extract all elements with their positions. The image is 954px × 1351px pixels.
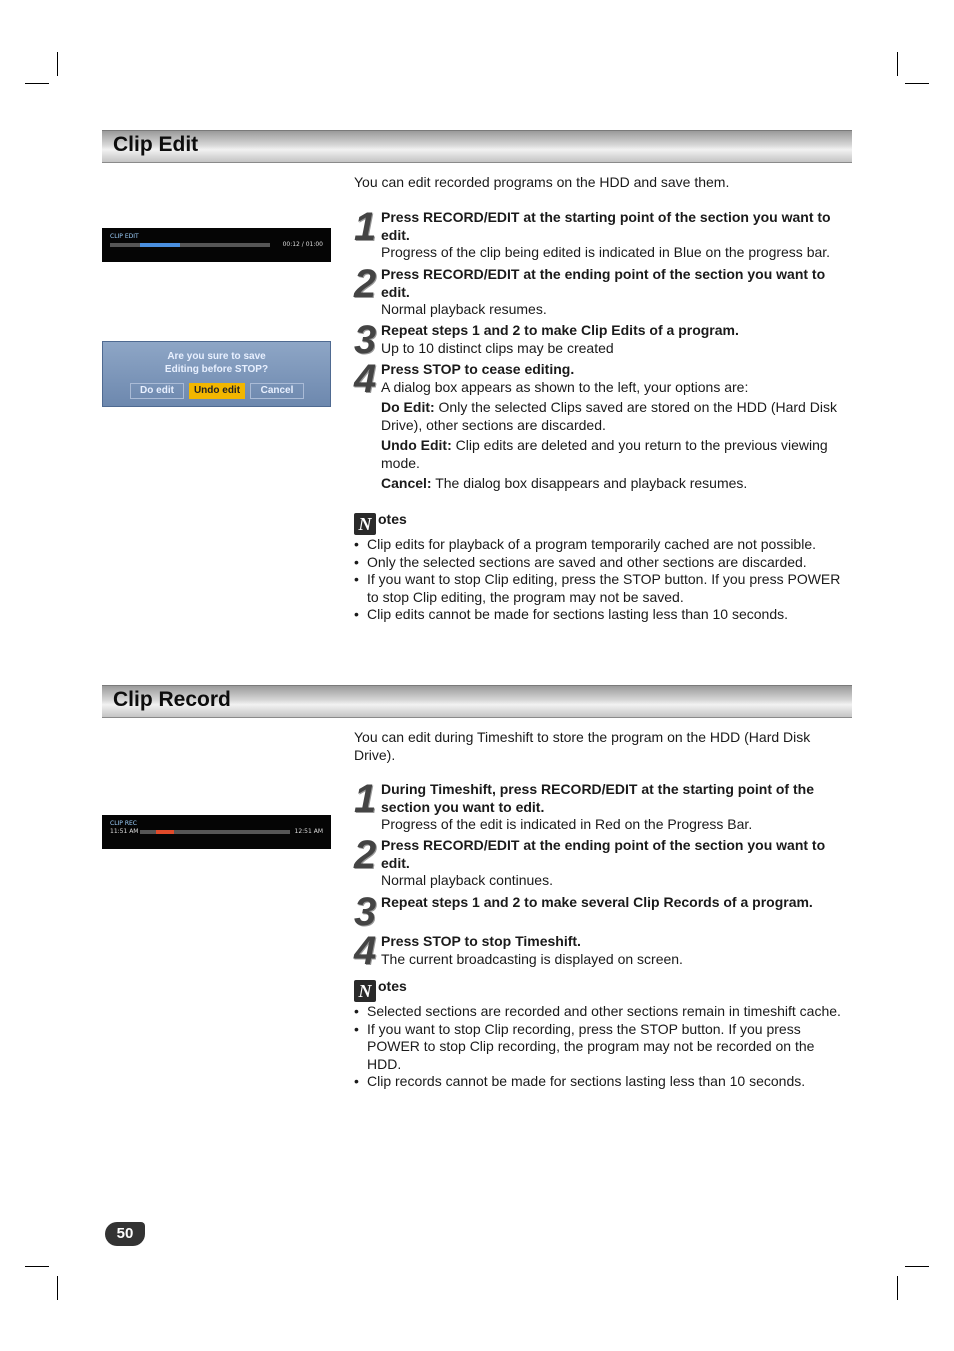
note-item: • Selected sections are recorded and other sections remain in timeshift cache. <box>354 1003 852 1021</box>
progress-segment-blue <box>140 243 180 247</box>
intro-text: You can edit during Timeshift to store the program on the HDD (Hard Disk Drive). <box>354 729 811 763</box>
notes-list <box>354 536 852 624</box>
crop-mark <box>25 1266 49 1267</box>
step-4 <box>354 929 852 973</box>
step-instruction: Repeat steps 1 and 2 to make Clip Edits of a program. <box>381 322 739 338</box>
question-line-2: Editing before STOP? <box>164 364 269 375</box>
step-number: 1 <box>354 777 377 821</box>
step-3 <box>354 318 852 362</box>
screen-tag: CLIP REC <box>110 820 137 827</box>
screen-tag: CLIP EDIT <box>110 233 139 240</box>
step-4 <box>354 357 852 493</box>
step-instruction: Press RECORD/EDIT at the ending point of the section you want to edit. <box>381 837 826 871</box>
note-item: • If you want to stop Clip editing, press the STOP button. If you press POWER to stop Clip editing, the program may not be saved. <box>354 571 852 606</box>
do-edit-button[interactable]: Do edit <box>130 383 184 399</box>
step-3 <box>354 890 852 934</box>
step-number: 2 <box>354 833 377 877</box>
clip-record-progress-screen <box>102 815 331 849</box>
crop-mark <box>905 1266 929 1267</box>
screen-time: 00:12 / 01:00 <box>282 241 323 248</box>
step-number: 3 <box>354 318 377 362</box>
step-2 <box>354 833 852 890</box>
option-label: Cancel: <box>381 475 432 491</box>
step-1 <box>354 777 852 834</box>
step-detail: Progress of the clip being edited is indicated in Blue on the progress bar. <box>381 244 831 260</box>
step-instruction: Press STOP to cease editing. <box>381 361 575 377</box>
option-cancel <box>381 475 852 493</box>
section-header-clip-record <box>102 685 852 718</box>
crop-mark <box>897 52 898 76</box>
notes-icon: N <box>354 513 376 535</box>
step-detail: Normal playback continues. <box>381 872 553 888</box>
option-label: Undo Edit: <box>381 437 452 453</box>
notes-list <box>354 1003 852 1091</box>
crop-mark <box>57 1276 58 1300</box>
page-number: 50 <box>105 1222 145 1246</box>
option-label: Do Edit: <box>381 399 435 415</box>
note-item: • Clip records cannot be made for sections lasting less than 10 seconds. <box>354 1073 852 1091</box>
notes-heading <box>354 978 407 1002</box>
step-detail: A dialog box appears as shown to the left, your options are: <box>381 378 749 395</box>
step-instruction: Repeat steps 1 and 2 to make several Clip Records of a program. <box>381 894 813 910</box>
note-item: • Clip edits cannot be made for sections lasting less than 10 seconds. <box>354 606 852 624</box>
notes-icon: N <box>354 980 376 1002</box>
intro-text: You can edit recorded programs on the HDD and save them. <box>354 174 730 190</box>
step-number: 4 <box>354 357 377 401</box>
step-detail: The current broadcasting is displayed on screen. <box>381 950 683 967</box>
step-number: 4 <box>354 929 377 973</box>
save-dialog <box>102 341 331 407</box>
step-instruction: During Timeshift, press RECORD/EDIT at the starting point of the section you want to edit. <box>381 781 814 815</box>
dialog-question <box>103 350 330 376</box>
crop-mark <box>57 52 58 76</box>
clip-edit-progress-screen <box>102 228 331 262</box>
section-header-clip-edit <box>102 130 852 163</box>
option-do-edit <box>381 399 852 434</box>
time-right: 12:51 AM <box>294 828 323 835</box>
step-instruction: Press STOP to stop Timeshift. <box>381 933 581 949</box>
crop-mark <box>905 83 929 84</box>
progress-track <box>110 243 270 247</box>
progress-track <box>140 830 290 834</box>
cancel-button[interactable]: Cancel <box>250 383 304 399</box>
option-text: The dialog box disappears and playback resumes. <box>435 475 748 491</box>
step-instruction: Press RECORD/EDIT at the ending point of the section you want to edit. <box>381 266 826 300</box>
notes-label: otes <box>378 511 407 527</box>
question-line-1: Are you sure to save <box>167 351 266 362</box>
undo-edit-button[interactable]: Undo edit <box>189 383 245 399</box>
crop-mark <box>897 1276 898 1300</box>
step-detail: Normal playback resumes. <box>381 301 547 317</box>
note-item: • Clip edits for playback of a program temporarily cached are not possible. <box>354 536 852 554</box>
step-2 <box>354 262 852 319</box>
step-number: 1 <box>354 205 377 249</box>
step-instruction: Press RECORD/EDIT at the starting point of the section you want to edit. <box>381 209 831 243</box>
time-left: 11:51 AM <box>110 828 139 835</box>
notes-label: otes <box>378 978 407 994</box>
step-1 <box>354 205 852 262</box>
section-title: Clip Record <box>113 688 231 711</box>
notes-heading <box>354 511 407 535</box>
step-detail: Up to 10 distinct clips may be created <box>381 339 614 356</box>
progress-segment-red <box>156 830 174 834</box>
step-detail: Progress of the edit is indicated in Red on the Progress Bar. <box>381 816 753 832</box>
step-number: 3 <box>354 890 377 934</box>
section-title: Clip Edit <box>113 133 199 156</box>
crop-mark <box>25 83 49 84</box>
option-text: Clip edits are deleted and you return to the previous viewing mode. <box>381 437 828 471</box>
step-number: 2 <box>354 262 377 306</box>
option-text: Only the selected Clips saved are stored on the HDD (Hard Disk Drive), other sections are discarded. <box>381 399 837 433</box>
note-item: • If you want to stop Clip recording, press the STOP button. If you press POWER to stop Clip recording, the program may not be recorded on the HDD. <box>354 1021 852 1074</box>
option-undo-edit <box>381 437 852 472</box>
note-item: • Only the selected sections are saved and other sections are discarded. <box>354 554 852 572</box>
